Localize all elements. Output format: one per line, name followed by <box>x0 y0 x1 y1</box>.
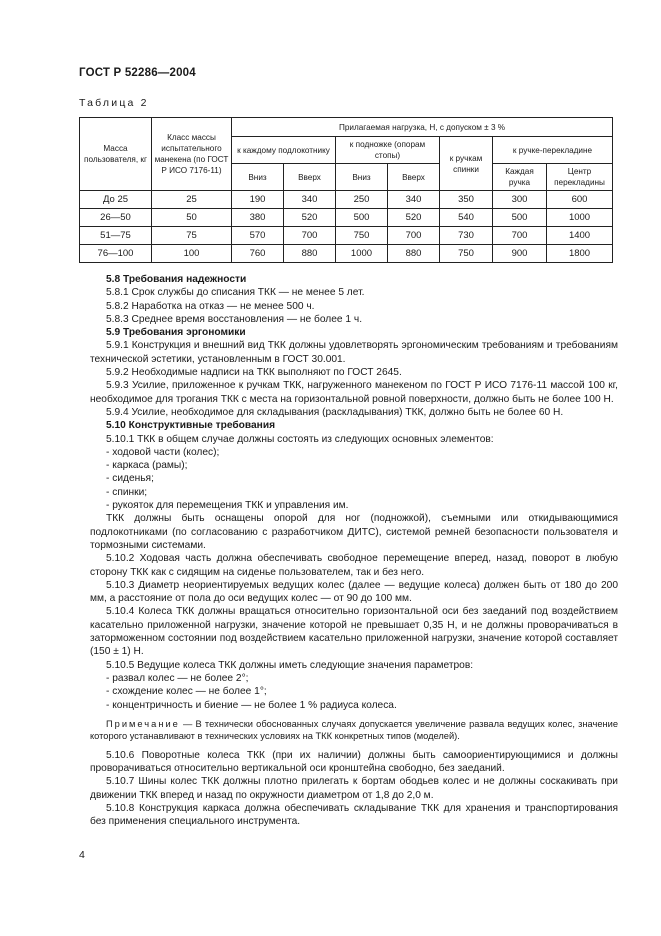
table-caption: Таблица 2 <box>79 97 149 109</box>
table-cell: 700 <box>284 227 336 245</box>
section-heading: 5.8 Требования надежности <box>106 274 247 285</box>
table-row <box>80 245 613 263</box>
table-cell: 380 <box>232 209 284 227</box>
table-cell: До 25 <box>80 191 152 209</box>
table-cell: 300 <box>493 191 547 209</box>
table-cell: 500 <box>336 209 388 227</box>
table-cell: 1000 <box>547 209 613 227</box>
list-item: - схождение колес — не более 1°; <box>106 686 267 698</box>
table-cell: 1000 <box>336 245 388 263</box>
table-row <box>80 209 613 227</box>
paragraph: 5.10.4 Колеса ТКК должны вращаться относительно горизонтальной оси без заеданий под воздействием касательно приложенной нагрузки, значение которой не превышает 0,35 Н, и не должны проворачиваться в заторможенном состоянии под воздействием касательно приложенной нагрузки, значение которой составляет (150 ± 1) Н. <box>90 606 618 658</box>
table-cell: 26—50 <box>80 209 152 227</box>
header-footrest: к подножке (опорам стопы) <box>336 137 440 164</box>
paragraph: 5.10.3 Диаметр неориентируемых ведущих колес (далее — ведущие колеса) должен быть от 180 до 200 мм, а расстояние от пола до оси ведущих колес — от 90 до 100 мм. <box>90 579 618 605</box>
paragraph: 5.10.5 Ведущие колеса ТКК должны иметь следующие значения параметров: <box>106 659 474 671</box>
table-cell: 1800 <box>547 245 613 263</box>
header-up: Вверх <box>284 164 336 191</box>
table-cell: 25 <box>152 191 232 209</box>
table-cell: 700 <box>493 227 547 245</box>
table-cell: 760 <box>232 245 284 263</box>
list-item: - развал колес — не более 2°; <box>106 672 249 684</box>
header-mass: Масса пользователя, кг <box>80 118 152 191</box>
table-cell: 730 <box>440 227 493 245</box>
table-cell: 520 <box>388 209 440 227</box>
paragraph: 5.8.3 Среднее время восстановления — не более 1 ч. <box>106 313 363 325</box>
paragraph: 5.9.2 Необходимые надписи на ТКК выполняют по ГОСТ 2645. <box>106 367 402 379</box>
table-cell: 880 <box>284 245 336 263</box>
header-each-handle: Каждая ручка <box>493 164 547 191</box>
table-cell: 350 <box>440 191 493 209</box>
document-header: ГОСТ Р 52286—2004 <box>79 67 196 79</box>
paragraph: ТКК должны быть оснащены опорой для ног (подножкой), съемными или откидывающимися подлокотниками (по согласованию с разработчиком ДИТС), системой ремней безопасности пользователя и тормозными системами. <box>90 513 618 551</box>
table-cell: 1400 <box>547 227 613 245</box>
header-down: Вниз <box>232 164 284 191</box>
table-cell: 880 <box>388 245 440 263</box>
table-cell: 250 <box>336 191 388 209</box>
table-cell: 540 <box>440 209 493 227</box>
list-item: - сиденья; <box>106 473 154 485</box>
paragraph: 5.10.1 ТКК в общем случае должны состоять из следующих основных элементов: <box>106 433 494 445</box>
note-text: — В технически обоснованных случаях допускается увеличение развала ведущих колес, значение которого устанавливают в технических условиях на ТКК конкретных типов (моделей). <box>90 718 618 742</box>
table-cell: 340 <box>388 191 440 209</box>
table-cell: 76—100 <box>80 245 152 263</box>
header-armrest: к каждому подлокотнику <box>232 137 336 164</box>
paragraph: 5.9.1 Конструкция и внешний вид ТКК должны удовлетворять эргономическим требованиям и требованиям технической эстетики, установленным в ГОСТ 30.001. <box>90 340 618 365</box>
table-cell: 75 <box>152 227 232 245</box>
header-handles: к ручке-перекладине <box>493 137 613 164</box>
page-number: 4 <box>79 849 85 861</box>
table-cell: 190 <box>232 191 284 209</box>
table-cell: 520 <box>284 209 336 227</box>
table-cell: 900 <box>493 245 547 263</box>
table-cell: 51—75 <box>80 227 152 245</box>
paragraph: 5.8.2 Наработка на отказ — не менее 500 ч. <box>106 300 315 312</box>
document-body <box>90 273 618 829</box>
header-up: Вверх <box>388 164 440 191</box>
paragraph: 5.10.6 Поворотные колеса ТКК (при их наличии) должны быть самоориентирующимися и должны проворачиваться относительно вертикальной оси кронштейна свободно, без заеданий. <box>90 749 618 775</box>
table-row <box>80 227 613 245</box>
paragraph: 5.9.4 Усилие, необходимое для складывания (раскладывания) ТКК, должно быть не более 60 Н. <box>106 406 564 418</box>
load-table <box>79 117 613 263</box>
table-cell: 50 <box>152 209 232 227</box>
paragraph: 5.10.8 Конструкция каркаса должна обеспечивать складывание ТКК для хранения и транспортирования без применения специального инструмента. <box>90 802 618 828</box>
header-bar-center: Центр перекладины <box>547 164 613 191</box>
table-cell: 340 <box>284 191 336 209</box>
table-cell: 700 <box>388 227 440 245</box>
list-item: - ходовой части (колес); <box>106 446 220 458</box>
section-heading: 5.10 Конструктивные требования <box>106 420 276 432</box>
list-item: - каркаса (рамы); <box>106 460 188 472</box>
paragraph: 5.10.7 Шины колес ТКК должны плотно прилегать к бортам ободьев колес и не должны соскакивать при движении ТКК вперед и назад по окружности диаметром от 1,8 до 2,0 м. <box>90 776 618 801</box>
table-cell: 600 <box>547 191 613 209</box>
table-cell: 100 <box>152 245 232 263</box>
table-row <box>80 191 613 209</box>
table-cell: 570 <box>232 227 284 245</box>
paragraph: 5.8.1 Срок службы до списания ТКК — не менее 5 лет. <box>106 287 365 299</box>
header-class: Класс массы испытательного манекена (по ГОСТ Р ИСО 7176-11) <box>152 118 232 191</box>
table-cell: 500 <box>493 209 547 227</box>
list-item: - концентричность и биение — не более 1 % радиуса колеса. <box>106 699 397 711</box>
note <box>90 718 618 743</box>
header-load: Прилагаемая нагрузка, Н, с допуском ± 3 % <box>232 118 613 137</box>
header-backrest: к ручкам спинки <box>440 137 493 191</box>
list-item: - рукояток для перемещения ТКК и управления им. <box>106 500 349 512</box>
paragraph: 5.9.3 Усилие, приложенное к ручкам ТКК, нагруженного манекеном по ГОСТ Р ИСО 7176-11 массой 100 кг, необходимое для трогания ТКК с места на горизонтальной ровной поверхности, должно быть не более 100 Н. <box>90 380 618 405</box>
table-cell: 750 <box>440 245 493 263</box>
note-label: Примечание <box>106 718 180 729</box>
header-down: Вниз <box>336 164 388 191</box>
section-heading: 5.9 Требования эргономики <box>106 327 246 339</box>
table-cell: 750 <box>336 227 388 245</box>
list-item: - спинки; <box>106 486 148 498</box>
paragraph: 5.10.2 Ходовая часть должна обеспечивать свободное перемещение вперед, назад, поворот в любую сторону ТКК как с сидящим на сиденье пользователем, так и без него. <box>90 553 618 578</box>
